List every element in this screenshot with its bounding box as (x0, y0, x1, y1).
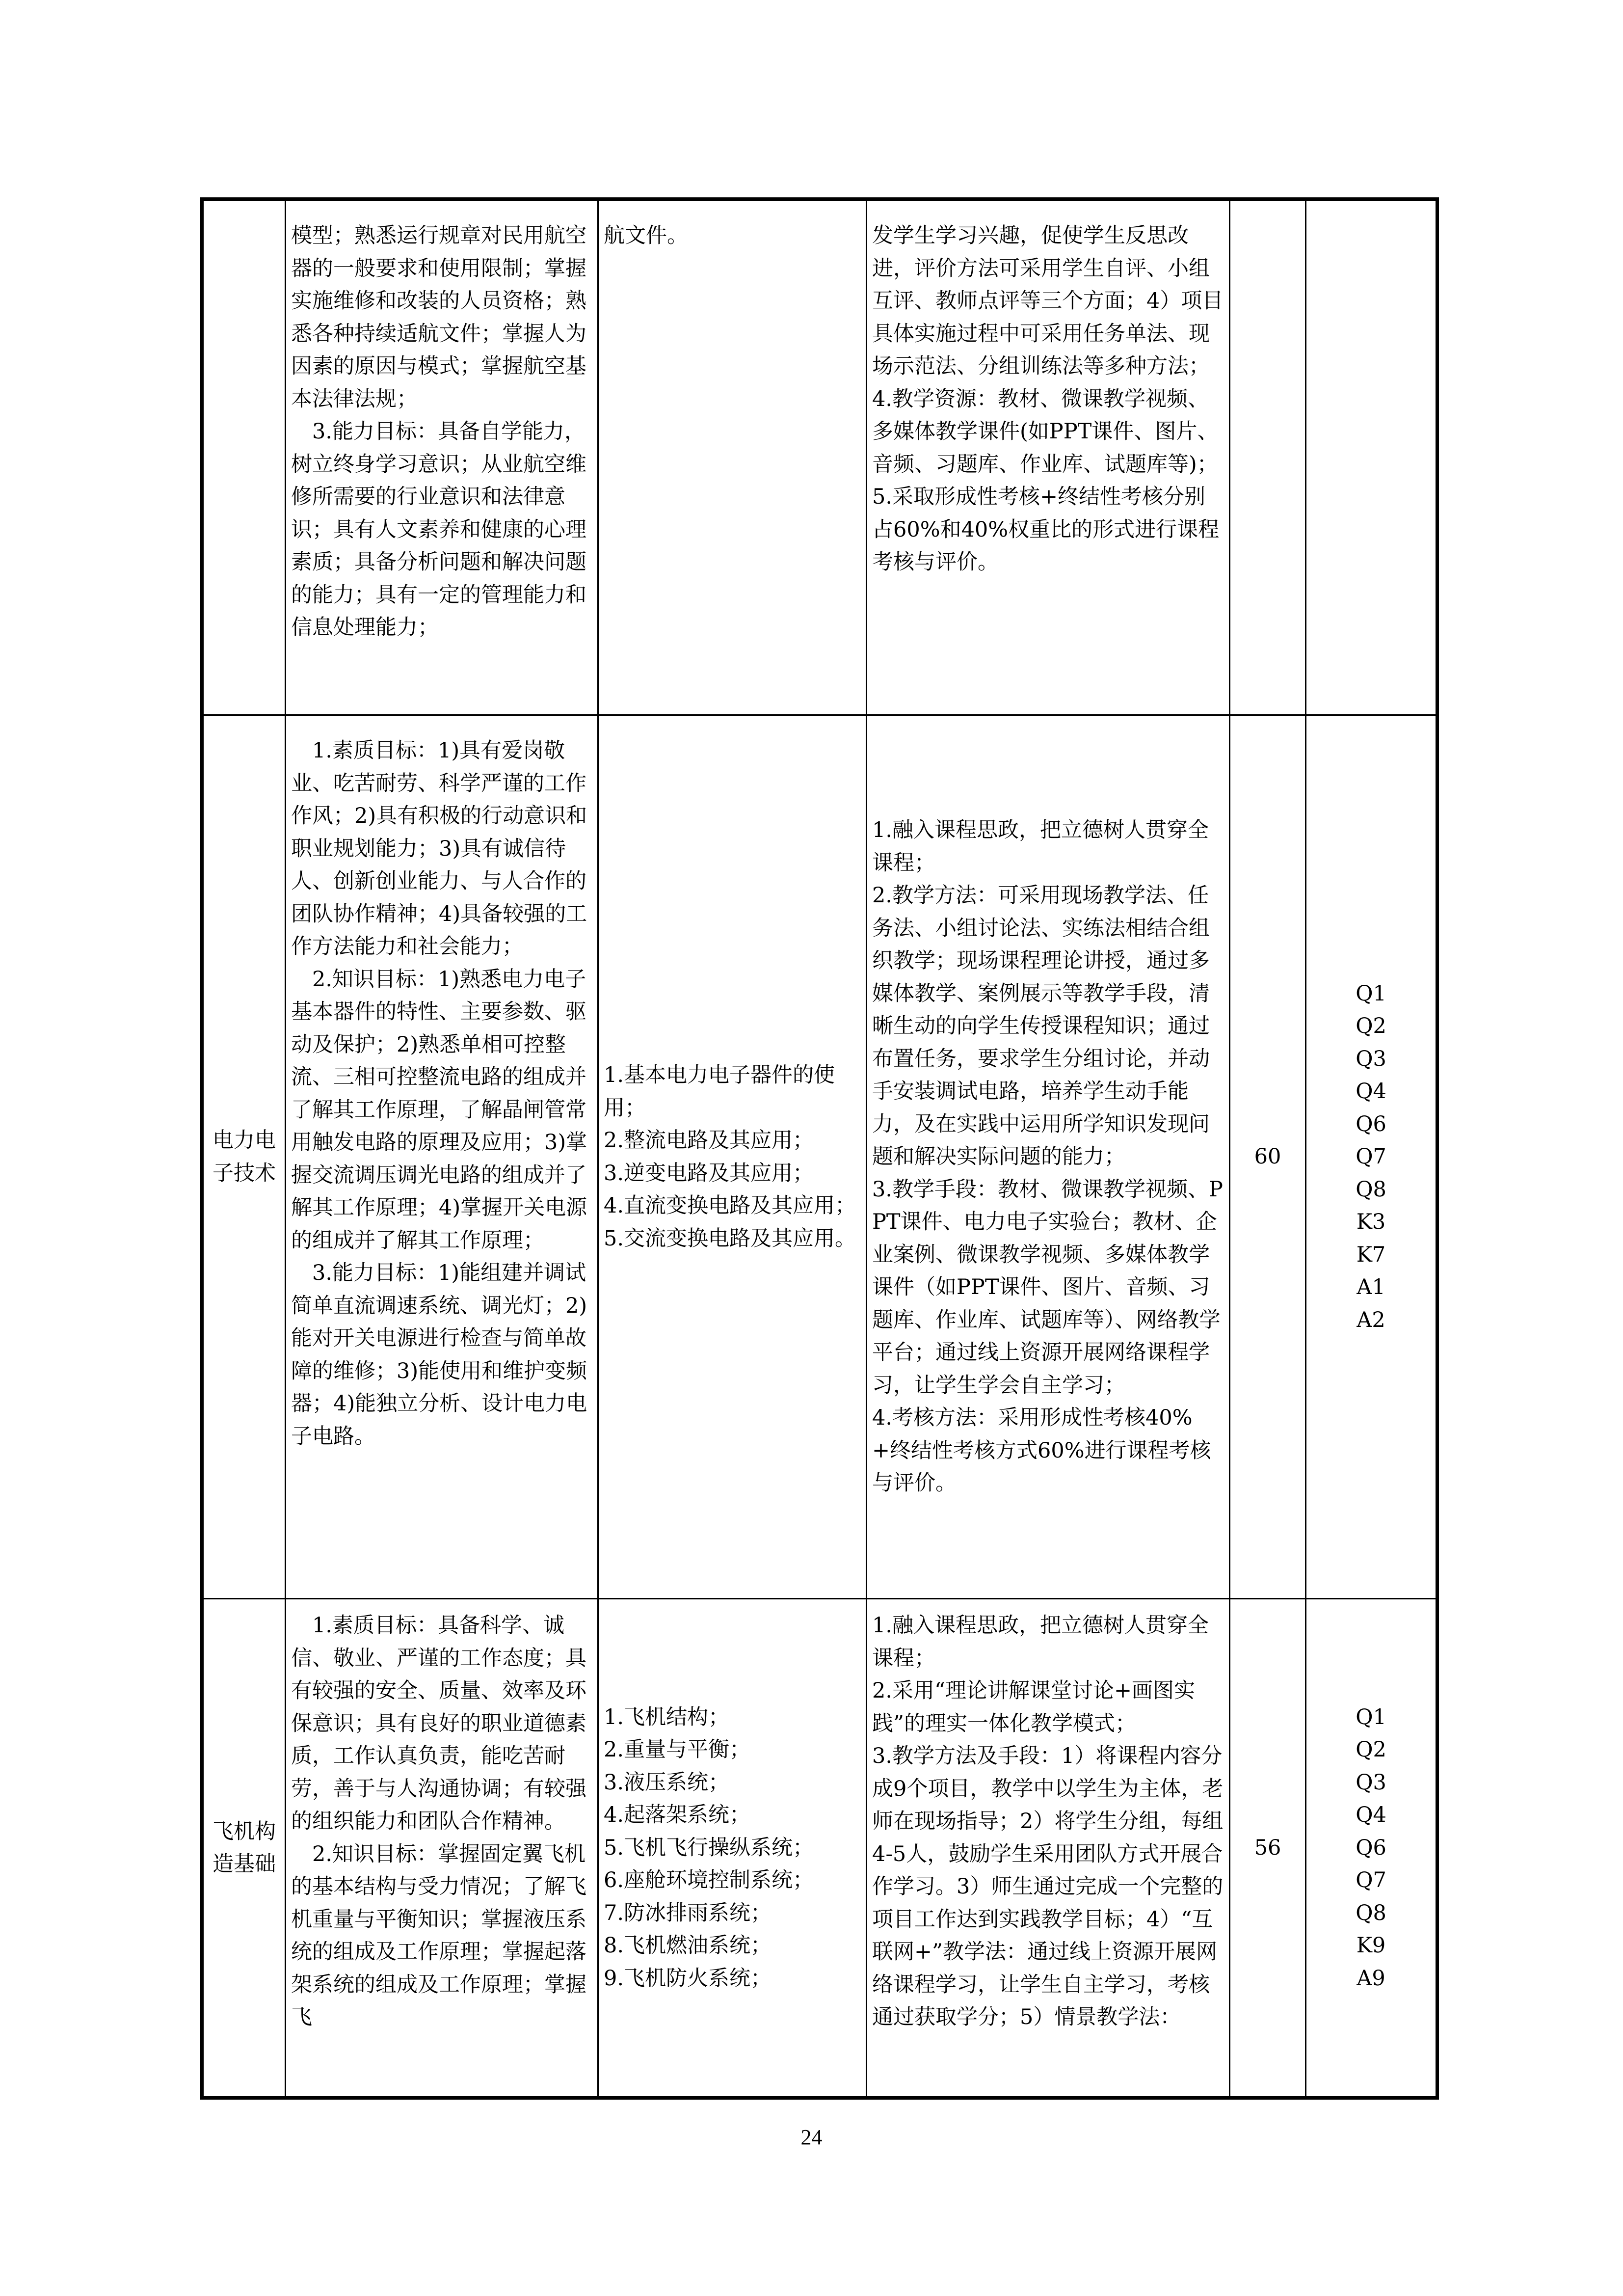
codes-cell (1306, 1599, 1437, 2098)
codes-cell (1306, 715, 1437, 1599)
hours-cell (1230, 1599, 1306, 2098)
course-name-cell (202, 715, 286, 1599)
teaching-requirements: 1.融入课程思政，把立德树人贯穿全课程； 2.采用“理论讲解课堂讨论+画图实践”的理实一体化教学模式； 3.教学方法及手段：1）将课程内容分成9个项目，教学中以学生为主体，老师在现场指导；2）将学生分组，每组4-5人，鼓励学生采用团队方式开展合作学习。3）师生通过完成一个完整的项目工作达到实践教学目标；4）“互联网+”教学法：通过线上资源开展网络课程学习，让学生自主学习，考核通过获取学分；5）情景教学法： (872, 1613, 1224, 2029)
course-name-cell (202, 1599, 286, 2098)
course-objectives: 1.素质目标：1)具有爱岗敬业、吃苦耐劳、科学严谨的工作作风；2)具有积极的行动意识和职业规划能力；3)具有诚信待人、创新创业能力、与人合作的团队协作精神；4)具备较强的工作方法能力和社会能力； 2.知识目标：1)熟悉电力电子基本器件的特性、主要参数、驱动及保护；2)熟悉单相可控整流、三相可控整流电路的组成并了解其工作原理，了解晶闸管常用触发电路的原理及应用；3)掌握交流调压调光电路的组成并了解其工作原理；4)掌握开关电源的组成并了解其工作原理； 3.能力目标：1)能组建并调试简单直流调速系统、调光灯；2)能对开关电源进行检查与简单故障的维修；3)能使用和维护变频器；4)能独立分析、设计电力电子电路。 (291, 738, 587, 1449)
course-content: 1.飞机结构； 2.重量与平衡； 3.液压系统； 4.起落架系统； 5.飞机飞行操纵系统； 6.座舱环境控制系统； 7.防冰排雨系统； 8.飞机燃油系统； 9.飞机防火系统； (604, 1704, 814, 1991)
content-cell (598, 199, 867, 715)
requirements-cell (867, 715, 1230, 1599)
objectives-cell (286, 1599, 598, 2098)
teaching-requirements: 1.融入课程思政，把立德树人贯穿全课程； 2.教学方法：可采用现场教学法、任务法、小组讨论法、实练法相结合组织教学；现场课程理论讲授，通过多媒体教学、案例展示等教学手段，清晰生动的向学生传授课程知识；通过布置任务，要求学生分组讨论，并动手安装调试电路，培养学生动手能力，及在实践中运用所学知识发现问题和解决实际问题的能力； 3.教学手段：教材、微课教学视频、PPT课件、电力电子实验台；教材、企业案例、微课教学视频、多媒体教学课件（如PPT课件、图片、音频、习题库、作业库、试题库等）、网络教学平台；通过线上资源开展网络课程学习，让学生学会自主学习； 4.考核方法：采用形成性考核40%+终结性考核方式60%进行课程考核与评价。 (872, 818, 1223, 1496)
ability-codes: Q1 Q2 Q3 Q4 Q6 Q7 Q8 K3 K7 A1 A2 (1356, 981, 1386, 1332)
page-number: 24 (800, 2125, 823, 2149)
course-name: 电力电子技术 (213, 1128, 276, 1186)
objectives-cell (286, 199, 598, 715)
table-row (202, 1599, 1437, 2098)
codes-cell (1306, 199, 1437, 715)
ability-codes: Q1 Q2 Q3 Q4 Q6 Q7 Q8 K9 A9 (1356, 1704, 1386, 1991)
table-row (202, 199, 1437, 715)
objectives-cell (286, 715, 598, 1599)
course-objectives: 1.素质目标：具备科学、诚信、敬业、严谨的工作态度；具有较强的安全、质量、效率及环保意识；具有良好的职业道德素质，工作认真负责，能吃苦耐劳，善于与人沟通协调；有较强的组织能力和团队合作精神。 2.知识目标：掌握固定翼飞机的基本结构与受力情况；了解飞机重量与平衡知识；掌握液压系统的组成及工作原理；掌握起落架系统的组成及工作原理；掌握飞 (291, 1613, 586, 2029)
requirements-cell (867, 1599, 1230, 2098)
course-hours: 56 (1254, 1835, 1281, 1860)
course-name: 飞机构造基础 (213, 1819, 276, 1876)
teaching-requirements: 发学生学习兴趣，促使学生反思改进，评价方法可采用学生自评、小组互评、教师点评等三个方面；4）项目具体实施过程中可采用任务单法、现场示范法、分组训练法等多种方法； 4.教学资源：教材、微课教学视频、多媒体教学课件(如PPT课件、图片、音频、习题库、作业库、试题库等)； 5.采取形成性考核+终结性考核分别占60%和40%权重比的形式进行课程考核与评价。 (872, 223, 1224, 574)
course-hours: 60 (1254, 1144, 1281, 1169)
hours-cell (1230, 715, 1306, 1599)
content-cell (598, 715, 867, 1599)
course-content: 1.基本电力电子器件的使用； 2.整流电路及其应用； 3.逆变电路及其应用； 4.直流变换电路及其应用； 5.交流变换电路及其应用。 (604, 1063, 856, 1251)
course-table (200, 197, 1439, 2100)
content-cell (598, 1599, 867, 2098)
table-row (202, 715, 1437, 1599)
course-content: 航文件。 (604, 223, 688, 248)
hours-cell (1230, 199, 1306, 715)
course-objectives: 模型；熟悉运行规章对民用航空器的一般要求和使用限制；掌握实施维修和改装的人员资格；熟悉各种持续适航文件；掌握人为因素的原因与模式；掌握航空基本法律法规； 3.能力目标：具备自学能力，树立终身学习意识；从业航空维修所需要的行业意识和法律意识；具有人文素养和健康的心理素质；具备分析问题和解决问题的能力；具有一定的管理能力和信息处理能力； (291, 223, 586, 640)
requirements-cell (867, 199, 1230, 715)
course-name-cell (202, 199, 286, 715)
